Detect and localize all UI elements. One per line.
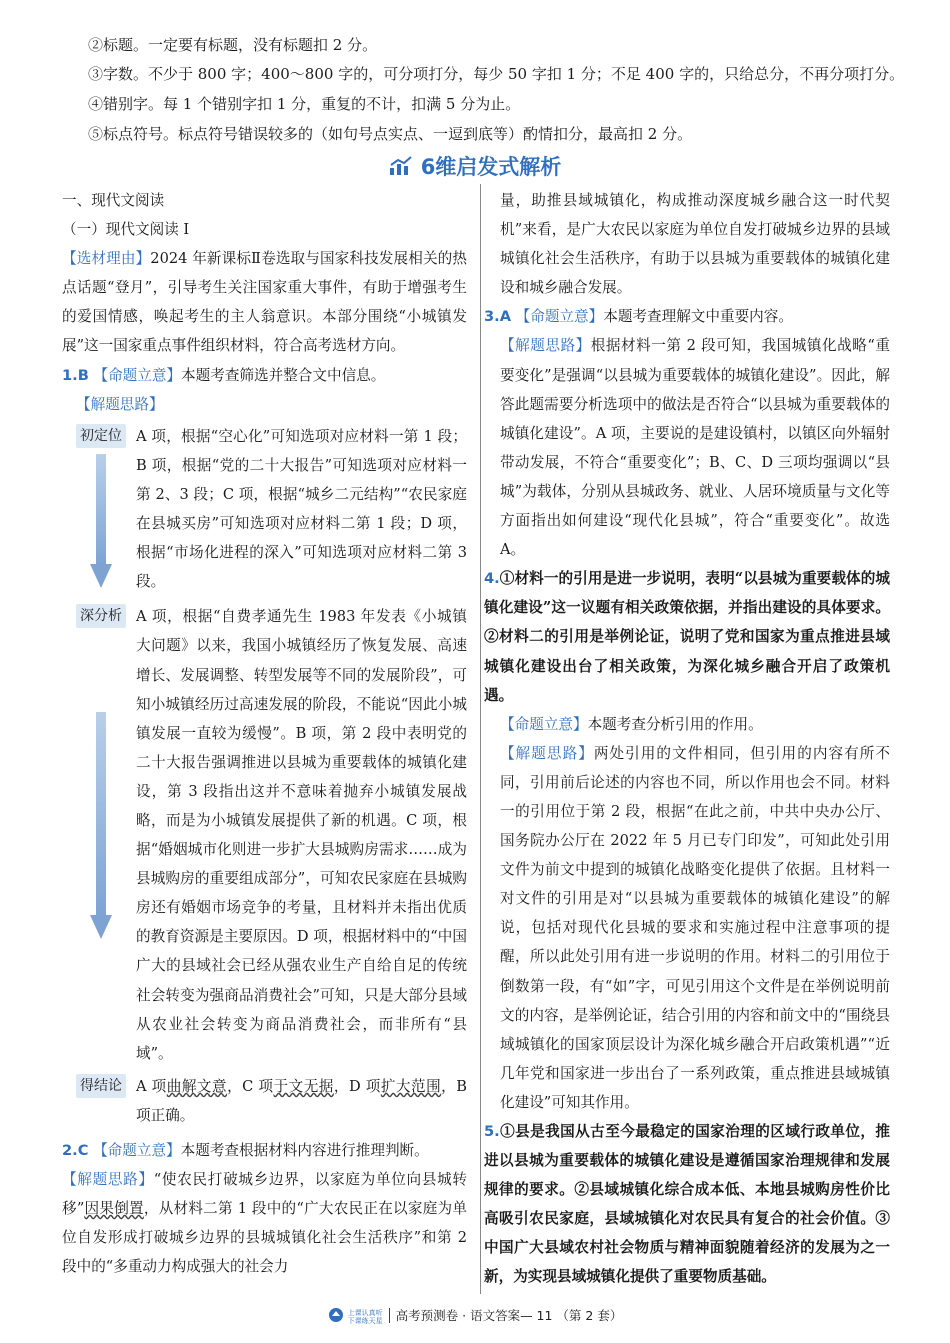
step-locate-tag: 初定位 (76, 424, 126, 448)
q4-think-tag: 【解题思路】 (500, 744, 594, 762)
q3-think (500, 331, 890, 564)
step-analyze (62, 602, 467, 1068)
q4-think-text: 两处引用的文件相同，但引用的内容有所不同，引用前后论述的内容也不同，所以作用也会不同。材料一的引用位于第 2 段，根据“在此之前，中共中央办公厅、国务院办公厅在 2022 年 5 月已专门印发”，可知此处引用文件为前文中提到的城镇化战略变化提供了依据。且材料一对文件的引用是对“以县城为重要载体的城镇化建设”的解说，包括对现代化县城的要求和实施过程中注意事项的提醒，所以此处引用有进一步说明的作用。材料二的引用位于倒数第一段，有“如”字，可见引用这个文件是在举例说明前文的内容，是举例论证，结合引用的内容和前文中的“围绕县域城镇化的国家顶层设计为深化城乡融合开启政策机遇”“近几年党和国家进一步出台了一系列政策，重点推进县域城镇化建设”可知其作用。 (500, 744, 890, 1111)
step-analyze-tag: 深分析 (76, 604, 126, 628)
q2-think-text-a: “使农民打破城乡边界，以家庭为单位向县城转移” (62, 1171, 467, 1218)
q1-think-tag (62, 390, 467, 419)
rule-typo: ④错别字。每 1 个错别字扣 1 分，重复的不计，扣满 5 分为止。 (88, 95, 521, 113)
section-title-text: 6维启发式解析 (420, 155, 562, 179)
q2-think-tag: 【解题思路】 (62, 1171, 154, 1189)
conclude-c: ，C 项 (227, 1077, 274, 1095)
conclude-a-error: 曲解文意 (166, 1077, 228, 1095)
q4-answer (484, 564, 890, 709)
q2-continued: 量，助推县域城镇化，构成推动深度城乡融合这一时代契机”来看，是广大农民以家庭为单位自发打破城乡边界的县域城镇化社会生活秩序，有助于以县城为重要载体的城镇化建设和城乡融合发展。 (500, 192, 890, 297)
rule-word-count: ③字数。不少于 800 字；400～800 字的，可分项打分，每少 50 字扣 1 分；不足 400 字的，只给总分，不再分项打分。 (88, 65, 905, 83)
q2-think (62, 1165, 467, 1281)
rule-title: ②标题。一定要有标题，没有标题扣 2 分。 (88, 36, 378, 54)
q4-intent-tag: 【命题立意】 (500, 715, 588, 733)
chart-icon (389, 156, 413, 181)
conclude-a: A 项 (136, 1077, 167, 1095)
q2-number: 2.C (62, 1142, 89, 1159)
step-analyze-text: A 项，根据“自费孝通先生 1983 年发表《小城镇大问题》以来，我国小城镇经历了恢复发展、高速增长、发展调整、转型发展等不同的发展阶段”，可知小城镇经历过高速发展的阶段，不能说“因此小城镇发展一直较为缓慢”。B 项，第 2 段中表明党的二十大报告强调推进以县城为重要载体的城镇化建设，第 3 段指出这并不意味着抛弃小城镇发展战略，而是为小城镇发展提供了新的机遇。C 项，根据“婚姻城市化则进一步扩大县城购房需求……成为县城购房的重要组成部分”，可知农民家庭在县城购房还有婚姻市场竞争的考量，且材料并未指出优质的教育资源是主要原因。D 项，根据材料中的“中国广大的县域社会已经从强农业生产自给自足的传统社会转变为强商品消费社会”可知，只是大部分县域从农业社会转变为商品消费社会，而非所有“县域”。 (136, 608, 467, 1062)
logo-line2: 下课练天星 (347, 1316, 383, 1325)
conclude-c-error: 于文无据 (273, 1077, 334, 1095)
reason-tag: 【选材理由】 (62, 250, 151, 268)
q4-think (500, 739, 890, 1117)
q3-think-tag: 【解题思路】 (500, 337, 591, 355)
material-reason (62, 244, 467, 360)
page-footer (0, 1306, 950, 1326)
conclude-end: ，B 项正确。 (136, 1077, 467, 1124)
q1-intent (62, 361, 467, 390)
q1-intent-text: 本题考查筛选并整合文中信息。 (181, 366, 386, 384)
brand-logo-icon (328, 1307, 344, 1326)
heading-reading-1: （一）现代文阅读 Ⅰ (62, 221, 190, 239)
step-locate (62, 422, 467, 597)
q5-answer-text: ①县是我国从古至今最稳定的国家治理的区域行政单位，推进以县城为重要载体的城镇化建设是遵循国家治理规律和发展规律的要求。②县域城镇化综合成本低、本地县城购房性价比高吸引农民家庭，县域城镇化对农民具有复合的社会价值。③中国广大县域农村社会物质与精神面貌随着经济的发展为之一新，为实现县域城镇化提供了重要物质基础。 (484, 1123, 890, 1286)
q3-think-text: 根据材料一第 2 段可知，我国城镇化战略“重要变化”是强调“以县城为重要载体的城镇化建设”。因此，解答此题需要分析选项中的做法是否符合“以县城为重要载体的城镇化建设”。A 项，主要说的是建设镇村，以镇区向外辐射带动发展，不符合“重要变化”；B、C、D 三项均强调以“县城”为载体，分别从县城政务、就业、人居环境质量与文化等方面指出如何建设“现代化县城”，符合“重要变化”。故选 A。 (500, 337, 890, 559)
q2-intent (62, 1136, 467, 1165)
footer-text: 高考预测卷 · 语文答案— 11 （第 2 套） (389, 1308, 623, 1323)
q4-intent-text: 本题考查分析引用的作用。 (587, 715, 763, 733)
q4-number: 4. (484, 570, 500, 588)
step-locate-text: A 项，根据“空心化”可知选项对应材料一第 1 段；B 项，根据“党的二十大报告”可知选项对应材料一第 2、3 段；C 项，根据“城乡二元结构”“农民家庭在县城买房”可知选项对应材料二第 1 段；D 项，根据“市场化进程的深入”可知选项对应材料二第 3 段。 (136, 427, 467, 591)
conclude-d-error: 扩大范围 (380, 1077, 442, 1095)
q3-number: 3.A (484, 308, 511, 326)
q2-intent-tag: 【命题立意】 (93, 1142, 181, 1159)
q5-number: 5. (484, 1123, 500, 1140)
right-column (484, 186, 890, 1292)
q1-number: 1.B (62, 366, 89, 384)
q3-intent-tag: 【命题立意】 (515, 308, 604, 326)
step-conclude-tag: 得结论 (76, 1074, 126, 1098)
step-conclude (62, 1072, 467, 1130)
logo-line1: 上课认真听 (347, 1308, 383, 1317)
q4-answer-text: ①材料一的引用是进一步说明，表明“以县城为重要载体的城镇化建设”这一议题有相关政策依据，并指出建设的具体要求。②材料二的引用是举例论证，说明了党和国家为重点推进县域城镇化建设出台了相关政策，为深化城乡融合开启了政策机遇。 (484, 570, 890, 704)
brand-logo-text (348, 1309, 383, 1325)
conclude-d: ，D 项 (333, 1077, 381, 1095)
step-conclude-text (136, 1072, 467, 1130)
heading-reading: 一、现代文阅读 (62, 192, 165, 209)
rule-punctuation: ⑤标点符号。标点符号错误较多的（如句号点实点、一逗到底等）酌情扣分，最高扣 2 分。 (88, 125, 693, 143)
column-divider (480, 184, 481, 1294)
q1-think-label: 【解题思路】 (76, 395, 164, 413)
left-column (62, 186, 467, 1281)
q5-answer (484, 1117, 890, 1292)
reason-text: 2024 年新课标Ⅱ卷选取与国家科技发展相关的热点话题“登月”，引导考生关注国家重大事件，有助于增强考生的爱国情感，唤起考生的主人翁意识。本部分围绕“小城镇发展”这一国家重点事件组织材料，符合高考选材方向。 (62, 250, 467, 355)
q3-intent-text: 本题考查理解文中重要内容。 (603, 308, 793, 326)
section-title (0, 151, 950, 181)
q4-intent (500, 710, 890, 739)
q2-think-text-b: ，从材料二第 1 段中的“广大农民正在以家庭为单位自发形成打破城乡边界的县城城镇化社会生活秩序”和第 2 段中的“多重动力构成强大的社会力 (62, 1200, 467, 1276)
arrow-down-icon (96, 454, 106, 589)
arrow-down-icon (96, 712, 106, 862)
q3-intent (484, 302, 890, 331)
q2-intent-text: 本题考查根据材料内容进行推理判断。 (180, 1142, 429, 1159)
q1-intent-tag: 【命题立意】 (93, 366, 182, 384)
q2-error: 因果倒置 (84, 1200, 144, 1218)
